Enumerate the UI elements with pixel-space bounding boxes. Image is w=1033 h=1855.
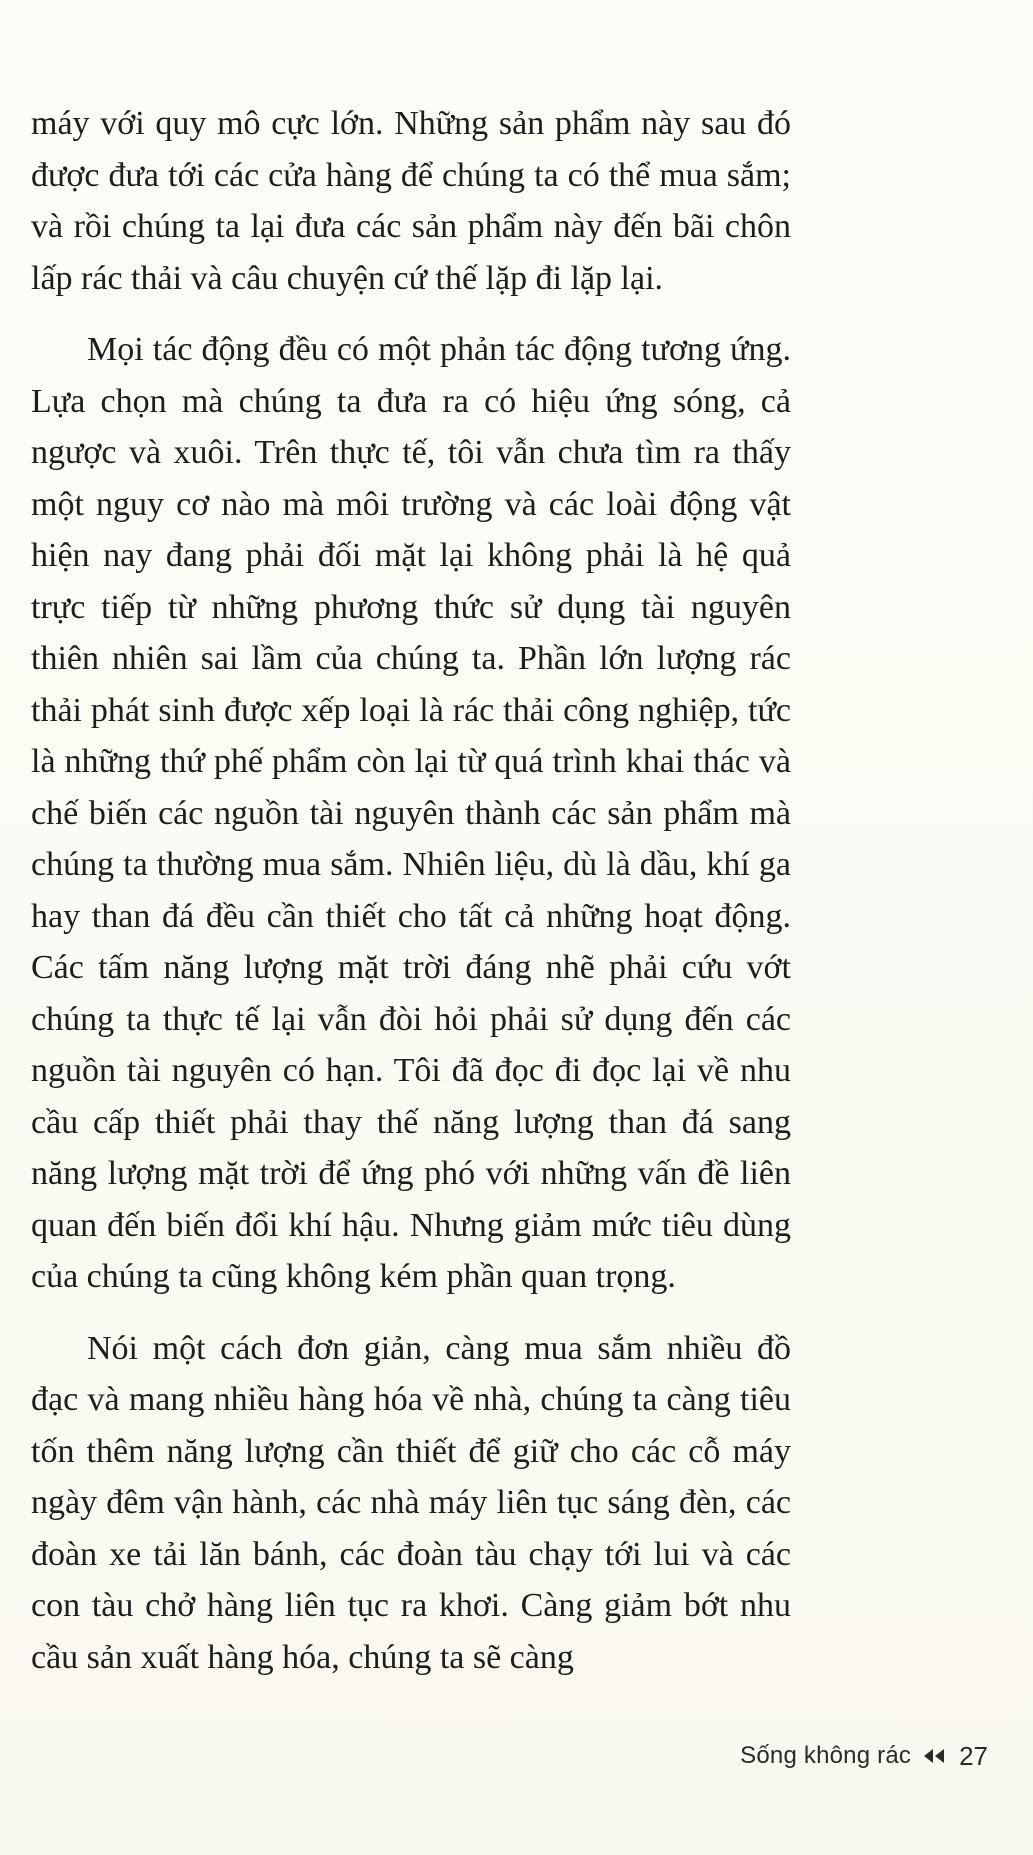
page-number: 27 bbox=[959, 1740, 988, 1771]
double-left-arrow-icon bbox=[923, 1748, 945, 1764]
paragraph-3: Nói một cách đơn giản, càng mua sắm nhiều đồ đạc và mang nhiều hàng hóa về nhà, chúng ta càng tiêu tốn thêm năng lượng cần thiết để giữ cho các cỗ máy ngày đêm vận hành, các nhà máy liên tục sáng đèn, các đoàn xe tải lăn bánh, các đoàn tàu chạy tới lui và các con tàu chở hàng liên tục ra khơi. Càng giảm bớt nhu cầu sản xuất hàng hóa, chúng ta sẽ càng bbox=[31, 1329, 791, 1676]
paragraph-1: máy với quy mô cực lớn. Những sản phẩm này sau đó được đưa tới các cửa hàng để chúng ta có thể mua sắm; và rồi chúng ta lại đưa các sản phẩm này đến bãi chôn lấp rác thải và câu chuyện cứ thế lặp đi lặp lại. bbox=[31, 105, 791, 297]
page-footer bbox=[740, 1738, 988, 1774]
body-text bbox=[31, 98, 791, 1703]
paragraph-2: Mọi tác động đều có một phản tác động tương ứng. Lựa chọn mà chúng ta đưa ra có hiệu ứng sóng, cả ngược và xuôi. Trên thực tế, tôi vẫn chưa tìm ra thấy một nguy cơ nào mà môi trường và các loài động vật hiện nay đang phải đối mặt lại không phải là hệ quả trực tiếp từ những phương thức sử dụng tài nguyên thiên nhiên sai lầm của chúng ta. Phần lớn lượng rác thải phát sinh được xếp loại là rác thải công nghiệp, tức là những thứ phế phẩm còn lại từ quá trình khai thác và chế biến các nguồn tài nguyên thành các sản phẩm mà chúng ta thường mua sắm. Nhiên liệu, dù là dầu, khí ga hay than đá đều cần thiết cho tất cả những hoạt động. Các tấm năng lượng mặt trời đáng nhẽ phải cứu vớt chúng ta thực tế lại vẫn đòi hỏi phải sử dụng đến các nguồn tài nguyên có hạn. Tôi đã đọc đi đọc lại về nhu cầu cấp thiết phải thay thế năng lượng than đá sang năng lượng mặt trời để ứng phó với những vấn đề liên quan đến biến đổi khí hậu. Nhưng giảm mức tiêu dùng của chúng ta cũng không kém phần quan trọng. bbox=[31, 331, 791, 1295]
running-title: Sống không rác bbox=[740, 1742, 912, 1769]
